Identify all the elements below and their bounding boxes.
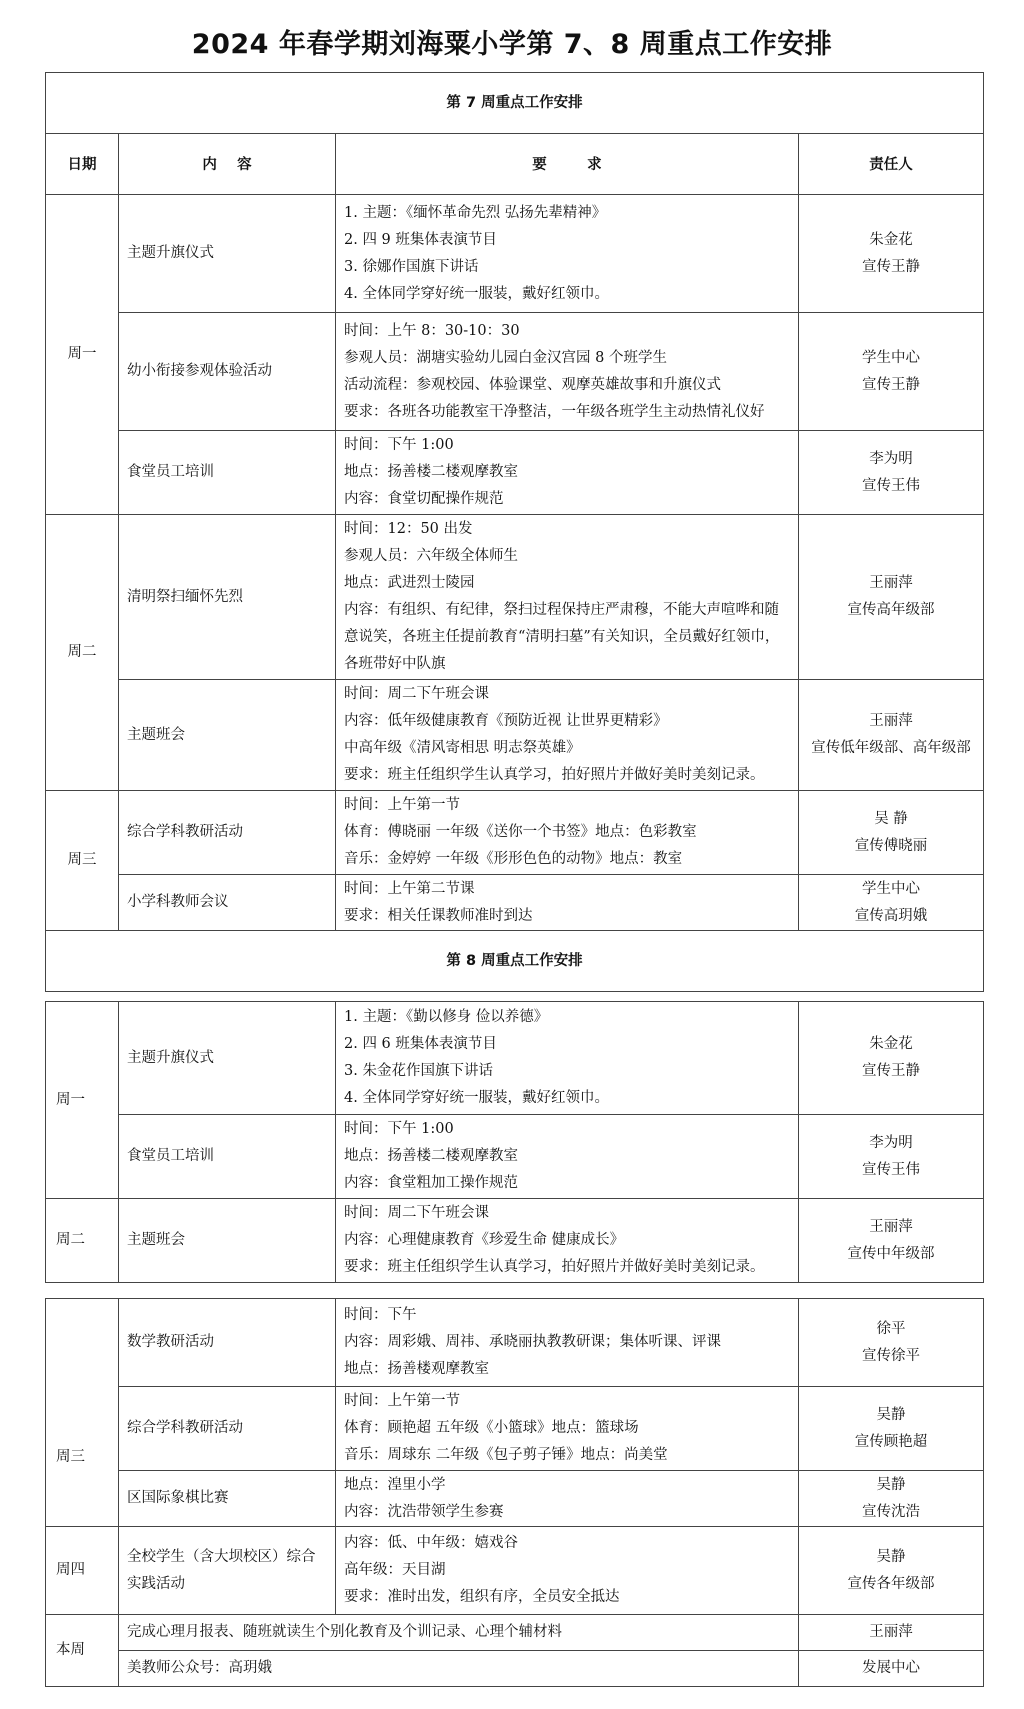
owner-line: 宣传王伟	[862, 477, 920, 494]
owner-cell	[799, 791, 984, 875]
requirement-line: 要求：班主任组织学生认真学习，拍好照片并做好美时美刻记录。	[344, 767, 765, 783]
requirement-line: 内容：食堂切配操作规范	[344, 491, 504, 507]
requirement-cell	[336, 1299, 799, 1387]
owner-line: 李为明	[869, 1134, 913, 1151]
requirement-line: 1. 主题：《缅怀革命先烈 弘扬先辈精神》	[344, 204, 607, 221]
requirement-line: 2. 四 9 班集体表演节目	[344, 231, 497, 248]
requirement-line: 要求：班主任组织学生认真学习，拍好照片并做好美时美刻记录。	[344, 1259, 765, 1275]
requirement-line: 内容：周彩娥、周祎、承晓丽执教教研课；集体听课、评课	[344, 1334, 721, 1350]
week8-heading: 第 8 周重点工作安排	[46, 931, 984, 992]
owner-cell	[799, 1199, 984, 1283]
requirement-line: 时间：上午第二节课	[344, 880, 475, 897]
owner-line: 李为明	[869, 450, 913, 467]
item-cell: 数学教研活动	[119, 1299, 336, 1387]
requirement-line: 参观人员：湖塘实验幼儿园白金汉宫园 8 个班学生	[344, 349, 667, 366]
owner-cell	[799, 195, 984, 313]
owner-line: 学生中心	[862, 880, 920, 897]
owner-line: 吴静	[876, 1406, 906, 1423]
requirement-cell	[336, 1471, 799, 1527]
day-cell: 本周	[46, 1615, 119, 1687]
table-row	[46, 313, 984, 431]
item-cell: 美教师公众号：高玥娥	[119, 1651, 799, 1687]
item-cell: 主题升旗仪式	[119, 1002, 336, 1115]
header-content: 内 容	[119, 134, 336, 195]
requirement-line: 时间：下午 1:00	[344, 437, 454, 453]
requirement-line: 要求：准时出发，组织有序，全员安全抵达	[344, 1589, 620, 1605]
requirement-cell	[336, 791, 799, 875]
item-cell: 全校学生（含大坝校区）综合实践活动	[119, 1527, 336, 1615]
item-cell: 食堂员工培训	[119, 1115, 336, 1199]
owner-line: 王丽萍	[869, 713, 913, 729]
owner-line: 吴静	[876, 1548, 906, 1565]
owner-line: 宣传各年级部	[847, 1575, 935, 1592]
owner-line: 宣传王伟	[862, 1161, 920, 1178]
item-cell: 综合学科教研活动	[119, 1387, 336, 1471]
day-cell: 周一	[46, 195, 119, 515]
requirement-line: 内容：低、中年级：嬉戏谷	[344, 1535, 518, 1551]
owner-line: 宣传中年级部	[847, 1245, 935, 1262]
owner-line: 宣传顾艳超	[854, 1433, 928, 1450]
table-row	[46, 1002, 984, 1115]
owner-cell	[799, 1115, 984, 1199]
requirement-line: 地点：扬善楼观摩教室	[344, 1361, 489, 1377]
owner-line: 王丽萍	[869, 1218, 913, 1235]
day-cell: 周二	[46, 1199, 119, 1283]
owner-line: 宣传徐平	[862, 1347, 920, 1364]
requirement-cell	[336, 313, 799, 431]
item-cell: 区国际象棋比赛	[119, 1471, 336, 1527]
requirement-line: 2. 四 6 班集体表演节目	[344, 1036, 497, 1052]
header-owner: 责任人	[799, 134, 984, 195]
header-date: 日期	[46, 134, 119, 195]
header-requirement: 要 求	[336, 134, 799, 195]
requirement-line: 时间：下午 1:00	[344, 1121, 454, 1137]
owner-line: 宣传傅晓丽	[854, 837, 928, 854]
requirement-cell	[336, 431, 799, 515]
requirement-cell	[336, 680, 799, 791]
owner-cell: 王丽萍	[799, 1615, 984, 1651]
requirement-line: 中高年级《清风寄相思 明志祭英雄》	[344, 740, 581, 756]
requirement-line: 内容：食堂粗加工操作规范	[344, 1175, 518, 1191]
item-cell: 主题升旗仪式	[119, 195, 336, 313]
requirement-line: 4. 全体同学穿好统一服装，戴好红领巾。	[344, 285, 609, 302]
requirement-line: 体育：顾艳超 五年级《小篮球》地点：篮球场	[344, 1420, 639, 1436]
requirement-line: 地点：湟里小学	[344, 1476, 446, 1493]
owner-line: 朱金花	[869, 231, 913, 248]
requirement-cell	[336, 1387, 799, 1471]
schedule-table-continued	[45, 1298, 984, 1687]
requirement-line: 要求：相关任课教师准时到达	[344, 907, 533, 924]
owner-cell: 发展中心	[799, 1651, 984, 1687]
owner-cell	[799, 1299, 984, 1387]
table-row	[46, 1527, 984, 1615]
day-cell: 周一	[46, 1002, 119, 1199]
requirement-line: 3. 徐娜作国旗下讲话	[344, 258, 479, 275]
item-cell: 小学科教师会议	[119, 875, 336, 931]
owner-cell	[799, 1471, 984, 1527]
owner-cell	[799, 1527, 984, 1615]
item-cell: 完成心理月报表、随班就读生个别化教育及个训记录、心理个辅材料	[119, 1615, 799, 1651]
table-row	[46, 1651, 984, 1687]
owner-line: 宣传沈浩	[862, 1503, 920, 1520]
requirement-line: 时间：上午第一节	[344, 797, 460, 813]
item-cell: 食堂员工培训	[119, 431, 336, 515]
requirement-line: 3. 朱金花作国旗下讲话	[344, 1063, 493, 1079]
owner-line: 宣传王静	[862, 258, 920, 275]
requirement-cell	[336, 195, 799, 313]
table-row	[46, 1471, 984, 1527]
item-cell: 主题班会	[119, 1199, 336, 1283]
table-row	[46, 195, 984, 313]
requirement-line: 时间：上午 8：30-10：30	[344, 322, 520, 339]
owner-line: 吴静	[876, 1476, 906, 1493]
requirement-cell	[336, 1199, 799, 1283]
schedule-table	[45, 72, 984, 992]
requirement-line: 时间：下午	[344, 1307, 417, 1323]
requirement-line: 时间：上午第一节	[344, 1393, 460, 1409]
owner-line: 宣传王静	[862, 376, 920, 393]
day-cell: 周四	[46, 1527, 119, 1615]
item-cell: 幼小衔接参观体验活动	[119, 313, 336, 431]
table-row	[46, 1615, 984, 1651]
owner-line: 学生中心	[862, 349, 920, 366]
requirement-line: 4. 全体同学穿好统一服装，戴好红领巾。	[344, 1090, 609, 1106]
requirement-line: 地点：扬善楼二楼观摩教室	[344, 1148, 518, 1164]
requirement-line: 内容：沈浩带领学生参赛	[344, 1503, 504, 1520]
table-row	[46, 791, 984, 875]
requirement-line: 1. 主题：《勤以修身 俭以养德》	[344, 1009, 549, 1025]
table-row	[46, 431, 984, 515]
day-cell: 周三	[46, 791, 119, 931]
owner-cell	[799, 1002, 984, 1115]
requirement-cell: 时间：12：50 出发 参观人员：六年级全体师生 地点：武进烈士陵园 内容：有组织、有纪律，祭扫过程保持庄严肃穆，不能大声喧哗和随意说笑，各班主任提前教育“清明扫墓”有关知识，全员戴好红领巾，各班带好中队旗	[336, 515, 799, 680]
owner-line: 宣传高玥娥	[854, 907, 928, 924]
requirement-line: 音乐：周球东 二年级《包子剪子锤》地点：尚美堂	[344, 1447, 668, 1463]
requirement-cell	[336, 1002, 799, 1115]
item-cell: 清明祭扫缅怀先烈	[119, 515, 336, 680]
requirement-line: 体育：傅晓丽 一年级《送你一个书签》地点：色彩教室	[344, 824, 697, 840]
table-row	[46, 680, 984, 791]
owner-cell	[799, 1387, 984, 1471]
owner-cell	[799, 431, 984, 515]
table-row	[46, 1299, 984, 1387]
day-cell: 周二	[46, 515, 119, 791]
owner-cell	[799, 875, 984, 931]
requirement-line: 高年级：天目湖	[344, 1562, 446, 1578]
requirement-line: 内容：心理健康教育《珍爱生命 健康成长》	[344, 1232, 625, 1248]
week7-heading: 第 7 周重点工作安排	[46, 73, 984, 134]
schedule-table-week8	[45, 1001, 984, 1283]
table-row	[46, 1199, 984, 1283]
owner-cell	[799, 680, 984, 791]
owner-cell	[799, 313, 984, 431]
table-row	[46, 1115, 984, 1199]
requirement-line: 活动流程：参观校园、体验课堂、观摩英雄故事和升旗仪式	[344, 376, 721, 393]
table-row	[46, 875, 984, 931]
requirement-line: 时间：周二下午班会课	[344, 686, 489, 702]
page-title: 2024 年春学期刘海粟小学第 7、8 周重点工作安排	[191, 29, 833, 60]
owner-line: 王丽萍	[869, 575, 913, 591]
requirement-line: 要求：各班各功能教室干净整洁，一年级各班学生主动热情礼仪好	[344, 403, 765, 420]
requirement-line: 地点：扬善楼二楼观摩教室	[344, 464, 518, 480]
owner-line: 宣传低年级部、高年级部	[811, 740, 971, 756]
owner-line: 徐平	[876, 1320, 906, 1337]
requirement-cell	[336, 1115, 799, 1199]
requirement-cell	[336, 1527, 799, 1615]
requirement-cell	[336, 875, 799, 931]
table-row	[46, 515, 984, 680]
owner-line: 朱金花	[869, 1036, 913, 1052]
item-cell: 综合学科教研活动	[119, 791, 336, 875]
requirement-line: 内容：低年级健康教育《预防近视 让世界更精彩》	[344, 713, 668, 729]
owner-cell	[799, 515, 984, 680]
day-cell: 周三	[46, 1299, 119, 1527]
owner-line: 宣传高年级部	[847, 602, 935, 618]
owner-line: 宣传王静	[862, 1063, 920, 1079]
requirement-line: 音乐：金婷婷 一年级《形形色色的动物》地点：教室	[344, 851, 683, 867]
requirement-line: 时间：周二下午班会课	[344, 1205, 489, 1221]
table-row	[46, 1387, 984, 1471]
owner-line: 吴 静	[874, 810, 908, 827]
item-cell: 主题班会	[119, 680, 336, 791]
